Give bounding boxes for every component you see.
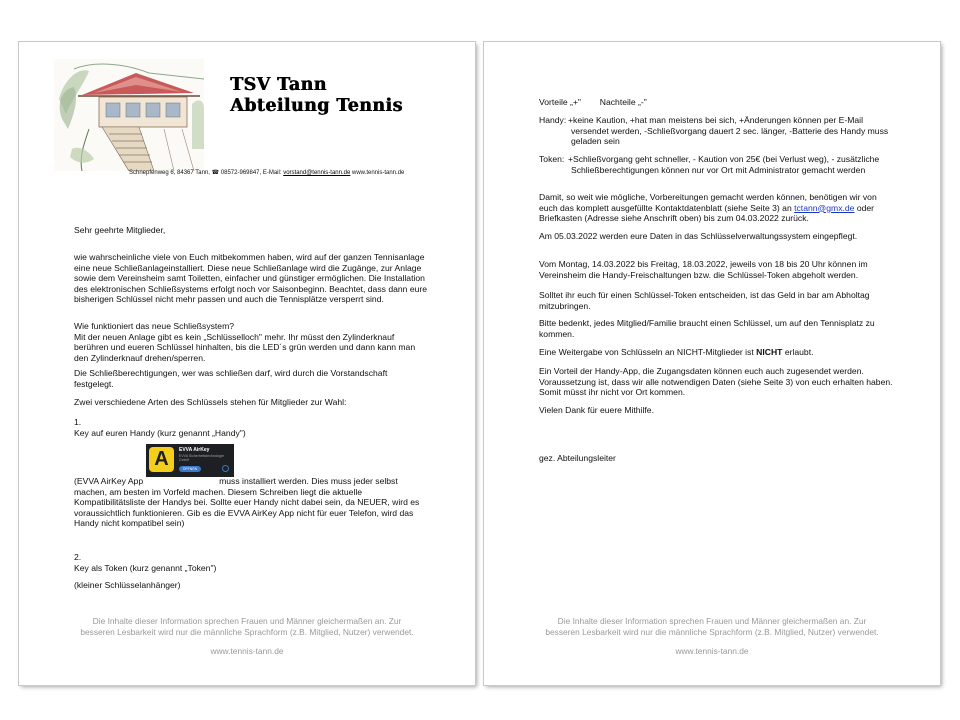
address-line <box>129 169 404 177</box>
share-icon[interactable] <box>222 465 229 472</box>
text-line: Die Schließberechtigungen, wer was schließen darf, wird durch die Vorstandschaft <box>74 368 388 378</box>
option-1-number: 1. <box>74 417 82 427</box>
text-line: Damit, so weit wie mögliche, Vorbereitungen gemacht werden können, benötigen wir von <box>539 192 877 202</box>
text-line: Handy nicht kompatibel sein) <box>74 518 185 529</box>
club-name: TSV Tann <box>230 75 327 95</box>
website-header[interactable]: www.tennis-tann.de <box>352 170 405 176</box>
preparation-paragraph <box>539 192 877 224</box>
text-fragment: Eine Weitergabe von Schlüsseln an NICHT-Mitglieder ist <box>539 347 754 357</box>
text-line: sowie dem Vereinsheim samt Toiletten, einfacher und günstiger ermöglichen. Die Installation <box>74 273 425 284</box>
department-name: Abteilung Tennis <box>230 96 403 116</box>
club-title <box>230 75 403 117</box>
intro-paragraph <box>74 252 427 305</box>
text-line: voraussichtlich funktionieren. Gib es die EVVA AirKey App nicht für euer Telefon, wird das <box>74 507 414 518</box>
text-line: Voraussetzung ist, dass wir alle notwendigen Daten (siehe Seite 3) von euch erhalten haben. <box>539 376 893 387</box>
footer-disclaimer <box>19 616 475 638</box>
text-line: machen, am besten im Vorfeld machen. Diesem Schreiben liegt die aktuelle <box>74 486 363 497</box>
data-entry-sentence: Am 05.03.2022 werden eure Daten in das Schlüsselverwaltungssystem eingepflegt. <box>539 231 858 241</box>
two-types-sentence: Zwei verschiedene Arten des Schlüssels stehen für Mitglieder zur Wahl: <box>74 397 347 407</box>
text-fragment: (EVVA AirKey App <box>74 476 144 486</box>
token-label: Token: <box>539 154 565 164</box>
pros-cons-header <box>539 97 647 108</box>
footer-disclaimer <box>484 616 940 638</box>
nonmember-sentence <box>539 347 814 358</box>
contact-email-link[interactable]: tctann@gmx.de <box>794 202 855 213</box>
app-open-button[interactable]: ÖFFNEN <box>179 466 201 472</box>
text-line: berühren und eueren Schlüssel hinhalten, bis die LED´s grün werden und dann kann man <box>74 342 416 353</box>
clubhouse-sketch-logo <box>54 59 204 171</box>
text-fragment: erlaubt. <box>784 347 814 357</box>
text-line: Vereinsheim die Handy-Freischaltungen bzw. die Schlüssel-Token abgeholt werden. <box>539 269 859 280</box>
emphasis-text: NICHT <box>756 347 783 357</box>
pros-label: Vorteile „+" <box>539 97 581 107</box>
token-description <box>568 154 879 175</box>
phone-icon: ☎ <box>211 170 220 176</box>
option-2-title: Key als Token (kurz genannt „Token") <box>74 562 217 573</box>
text-line: kommen. <box>539 328 575 339</box>
footer-url[interactable]: www.tennis-tann.de <box>675 646 749 656</box>
footer-line: Die Inhalte dieser Information sprechen Frauen und Männer gleichermaßen an. Zur <box>557 616 867 626</box>
footer-url[interactable]: www.tennis-tann.de <box>210 646 284 656</box>
handy-label: Handy: <box>539 115 567 125</box>
text-line: festgelegt. <box>74 378 114 389</box>
text-line: Bitte bedenkt, jedes Mitglied/Familie braucht einen Schlüssel, um auf den Tennisplatz zu <box>539 318 875 328</box>
text-line: +Schließvorgang geht schneller, - Kaution von 25€ (bei Verlust weg), - zusätzliche <box>568 154 880 164</box>
app-name: EVVA AirKey <box>179 447 210 453</box>
phone-text: 08572-969847, E-Mail: <box>220 170 282 176</box>
text-line: Kompatibilitätsliste der Handys bei. Sollte euer Handy nicht dabei sein, da NEUER, wird es <box>74 497 420 508</box>
cash-paragraph <box>539 290 870 311</box>
text-line: wie wahrscheinliche viele von Euch mitbekommen haben, wird auf der ganzen Tennisanlage <box>74 252 425 262</box>
text-line: Somit müsst ihr nicht vor Ort kommen. <box>539 387 686 398</box>
text-line: Vom Montag, 14.03.2022 bis Freitag, 18.03.2022, jeweils von 18 bis 20 Uhr können im <box>539 259 868 269</box>
option-2-text: (kleiner Schlüsselanhänger) <box>74 580 181 590</box>
airkey-app-icon: A <box>149 447 174 472</box>
text-line <box>74 476 419 487</box>
footer-line: besseren Lesbarkeit wird nur die männliche Sprachform (z.B. Mitglied, Nutzer) verwendet. <box>80 627 414 637</box>
text-line <box>539 203 877 214</box>
airkey-app-badge[interactable] <box>146 444 234 477</box>
handy-description <box>568 115 888 147</box>
each-member-paragraph <box>539 318 875 339</box>
text-line: geladen sein <box>571 136 620 147</box>
greeting: Sehr geehrte Mitglieder, <box>74 225 166 235</box>
footer-line: Die Inhalte dieser Information sprechen Frauen und Männer gleichermaßen an. Zur <box>92 616 402 626</box>
text-fragment: euch das komplett ausgefüllte Kontaktdatenblatt (siehe Seite 3) an <box>539 202 792 213</box>
text-line: mitzubringen. <box>539 300 591 311</box>
text-fragment: oder <box>856 202 875 213</box>
how-question: Wie funktioniert das neue Schließsystem? <box>74 321 235 331</box>
advantage-paragraph <box>539 366 893 398</box>
option-2-number: 2. <box>74 552 82 562</box>
text-line: Schließberechtigungen können nur vor Ort mit Administrator gemacht werden <box>571 164 866 175</box>
text-line: Solltet ihr euch für einen Schlüssel-Token entscheiden, ist das Geld in bar am Abholtag <box>539 290 870 300</box>
option-1-heading <box>74 417 246 438</box>
option-1-text <box>74 476 419 529</box>
cons-label: Nachteile „-" <box>599 97 647 107</box>
thanks-sentence: Vielen Dank für euere Mithilfe. <box>539 405 654 415</box>
option-2-heading <box>74 552 216 573</box>
email-link[interactable]: vorstand@tennis-tann.de <box>283 170 351 176</box>
text-line: eine neue Schließanlageinstalliert. Diese neue Schließanlage wird die Zugänge, zur Anlage <box>74 262 422 273</box>
text-fragment: muss installiert werden. Dies muss jeder selbst <box>219 476 398 486</box>
text-line: den Zylinderknauf drehen/sperren. <box>74 352 206 363</box>
document-page-2 <box>484 42 940 685</box>
text-line: bisherigen Schlüssel nicht mehr passen und auch die Tennisplätze versperrt sind. <box>74 294 384 305</box>
text-line: des elektronischen Schließsystems erfolgt noch vor Saisonbeginn. Beachtet, dass dann eure <box>74 283 428 294</box>
text-line: Mit der neuen Anlage gibt es kein „Schlüsselloch" mehr. Ihr müsst den Zylinderknauf <box>74 331 395 342</box>
address-text: Schnepfenweg 6, 84367 Tann, <box>129 170 210 176</box>
footer-line: besseren Lesbarkeit wird nur die männliche Sprachform (z.B. Mitglied, Nutzer) verwendet. <box>545 627 879 637</box>
pickup-paragraph <box>539 259 868 280</box>
how-section <box>74 321 415 363</box>
text-line: versendet werden, -Schließvorgang dauert 2 sec. länger, -Batterie des Handy muss <box>571 125 889 136</box>
text-line: Briefkasten (Adresse siehe Anschrift oben) bis zum 04.03.2022 zurück. <box>539 213 809 224</box>
document-page-1 <box>19 42 475 685</box>
permissions-paragraph <box>74 368 387 389</box>
signature: gez. Abteilungsleiter <box>539 453 616 463</box>
text-line: +keine Kaution, +hat man meistens bei sich, +Änderungen können per E-Mail <box>568 115 863 125</box>
text-line: Ein Vorteil der Handy-App, die Zugangsdaten können euch auch zugesendet werden. <box>539 366 864 376</box>
option-1-title: Key auf euren Handy (kurz genannt „Handy") <box>74 427 246 438</box>
app-publisher: EVVA Sicherheitstechnologie GmbH <box>179 454 225 462</box>
